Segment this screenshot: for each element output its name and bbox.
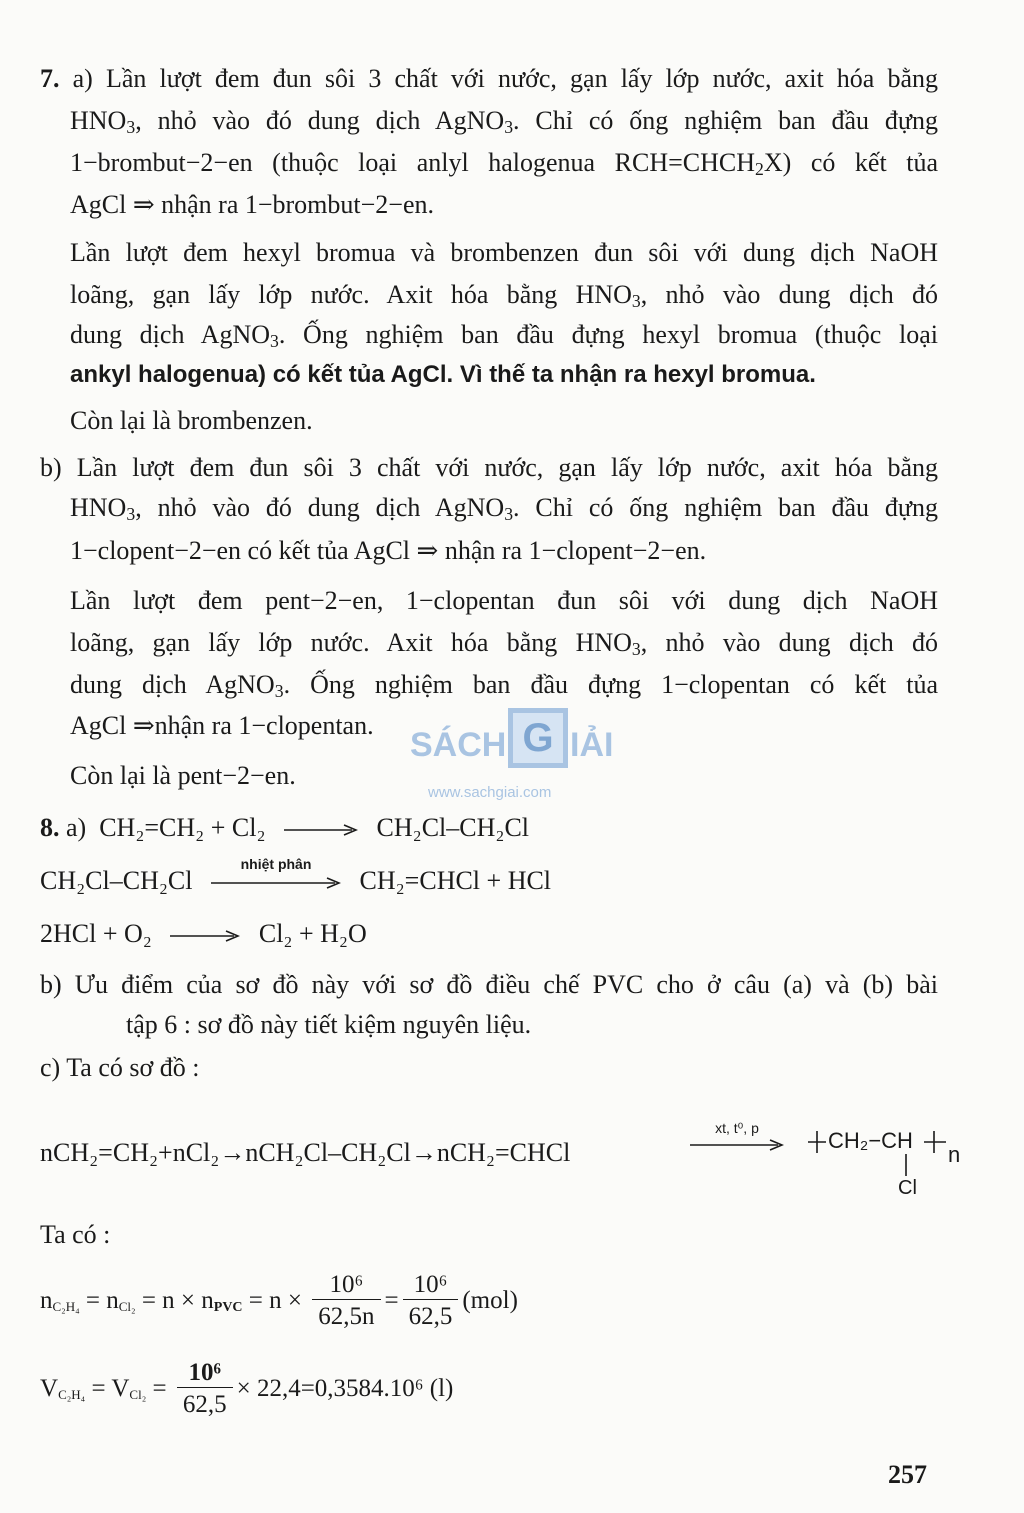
q7-a-line4: AgCl ⇒ nhận ra 1−brombut−2−en. [70,190,434,219]
reaction-arrow [284,824,358,836]
watermark-logo: G [508,708,568,768]
q7-b-line1: b) Lần lượt đem đun sôi 3 chất với nước, gạn lấy lớp nước, axit hóa bằng [40,453,939,482]
q8-a-label: a) [66,813,87,842]
arrow-condition: xt, t⁰, p [715,1120,759,1137]
polymerization-arrow [690,1120,784,1151]
q7-b-p3: Còn lại là pent−2−en. [70,761,296,790]
q7-label: 7. [40,64,60,93]
reaction-arrow [170,930,240,942]
fraction: $\frac{\text{10⁶}}{62,5n}$ [312,1272,380,1329]
watermark-brand-end: IẢI [570,726,614,764]
q7-b-p2-line3: dung dịch AgNO$_3$. Ống nghiệm ban đầu đựng 1−clopentan có kết tủa [70,670,939,701]
q8-label: 8. [40,813,60,842]
arrow-condition: nhiệt phân [240,856,312,873]
q7-b-line2: $HNO_3$, nhỏ vào đó dung dịch AgNO$_3$. Chỉ có ống nghiệm ban đầu đựng [70,493,939,524]
q7-a-line1 [40,66,938,92]
page-number: 257 [888,1460,927,1489]
q7-a-p2-line3: dung dịch AgNO$_3$. Ống nghiệm ban đầu đựng hexyl bromua (thuộc loại [70,320,938,351]
q7-a-line3: 1−brombut−2−en (thuộc loại anlyl halogenua $RCH=CHCH_2X$) có kết tủa [70,148,938,179]
calc-volume: $V_{C_2H_4} = V_{Cl_2}$ = $\frac{\text{10⁶}}{62,5}$ × 22,4=0,3584.10⁶ (l) [40,1359,454,1418]
q8-b-line1: b) Ưu điểm của sơ đồ này với sơ đồ điều chế PVC cho ở câu (a) và (b) bài [40,970,938,999]
polymer-cl: Cl [898,1177,917,1199]
q8-taco: Ta có : [40,1220,111,1249]
q7-a-label: a) [72,64,93,93]
q7-b-p2-line4: AgCl ⇒nhận ra 1−clopentan. [70,711,374,740]
q7-a-text: Lần lượt đem đun sôi 3 chất với nước, gạn lấy lớp nước, axit hóa bằng [105,64,938,93]
q8-c-arrow [690,1120,784,1156]
q7-b-label: b) [40,453,62,482]
q7-b-p2-line1: Lần lượt đem pent−2−en, 1−clopentan đun sôi với dung dịch NaOH [70,586,938,615]
watermark-brand: SÁCH [410,726,507,764]
polymer-chain: CH₂−CH [828,1128,913,1153]
q8-c-scheme: nCH₂=CH₂+nCl₂→nCH₂Cl–CH₂Cl→nCH₂=CHCl [40,1138,571,1167]
reaction-arrow-pyrolysis [211,856,341,889]
q8-eq2: CH₂Cl–CH₂Cl nhiệt phân CH₂=CHCl + HCl [40,856,552,895]
q8-c-label: c) Ta có sơ đồ : [40,1053,200,1082]
q7-a-p2-line4: ankyl halogenua) có kết tủa AgCl. Vì thế ta nhận ra hexyl bromua. [70,361,816,388]
q8-b-line2: tập 6 : sơ đồ này tiết kiệm nguyên liệu. [126,1010,532,1039]
q7-b-line3: 1−clopent−2−en có kết tủa AgCl ⇒ nhận ra 1−clopent−2−en. [70,536,707,565]
q7-b-p2-line2: loãng, gạn lấy lớp nước. Axit hóa bằng $HNO_3$, nhỏ vào dung dịch đó [70,628,938,659]
q8-eq1: 8. a) CH₂=CH₂ + Cl₂ CH₂Cl–CH₂Cl [40,813,530,842]
fraction: $\frac{\text{10⁶}}{62,5}$ [177,1360,233,1417]
fraction: $\frac{\text{10⁶}}{62,5}$ [403,1272,459,1329]
q7-a-p3: Còn lại là brombenzen. [70,406,313,435]
q8-eq3: 2HCl + O₂ Cl₂ + H₂O [40,919,367,948]
polymer-n: n [948,1142,961,1167]
q7-a-line2: $HNO_3$, nhỏ vào đó dung dịch AgNO$_3$. Chỉ có ống nghiệm ban đầu đựng [70,106,939,137]
calc-moles: $n_{C_2H_4} = n_{Cl_2} = n \times n_{PVC} = n$ × $\frac{\text{10⁶}}{62,5n}$ = $\frac{\text{10⁶}}{62,5}$ (mol) [40,1271,518,1330]
watermark [410,708,630,800]
watermark-url: www.sachgiai.com [428,784,552,801]
q7-a-p2-line1: Lần lượt đem hexyl bromua và brombenzen đun sôi với dung dịch NaOH [70,238,938,267]
q7-a-p2-line2: loãng, gạn lấy lớp nước. Axit hóa bằng $HNO_3$, nhỏ vào dung dịch đó [70,280,938,311]
